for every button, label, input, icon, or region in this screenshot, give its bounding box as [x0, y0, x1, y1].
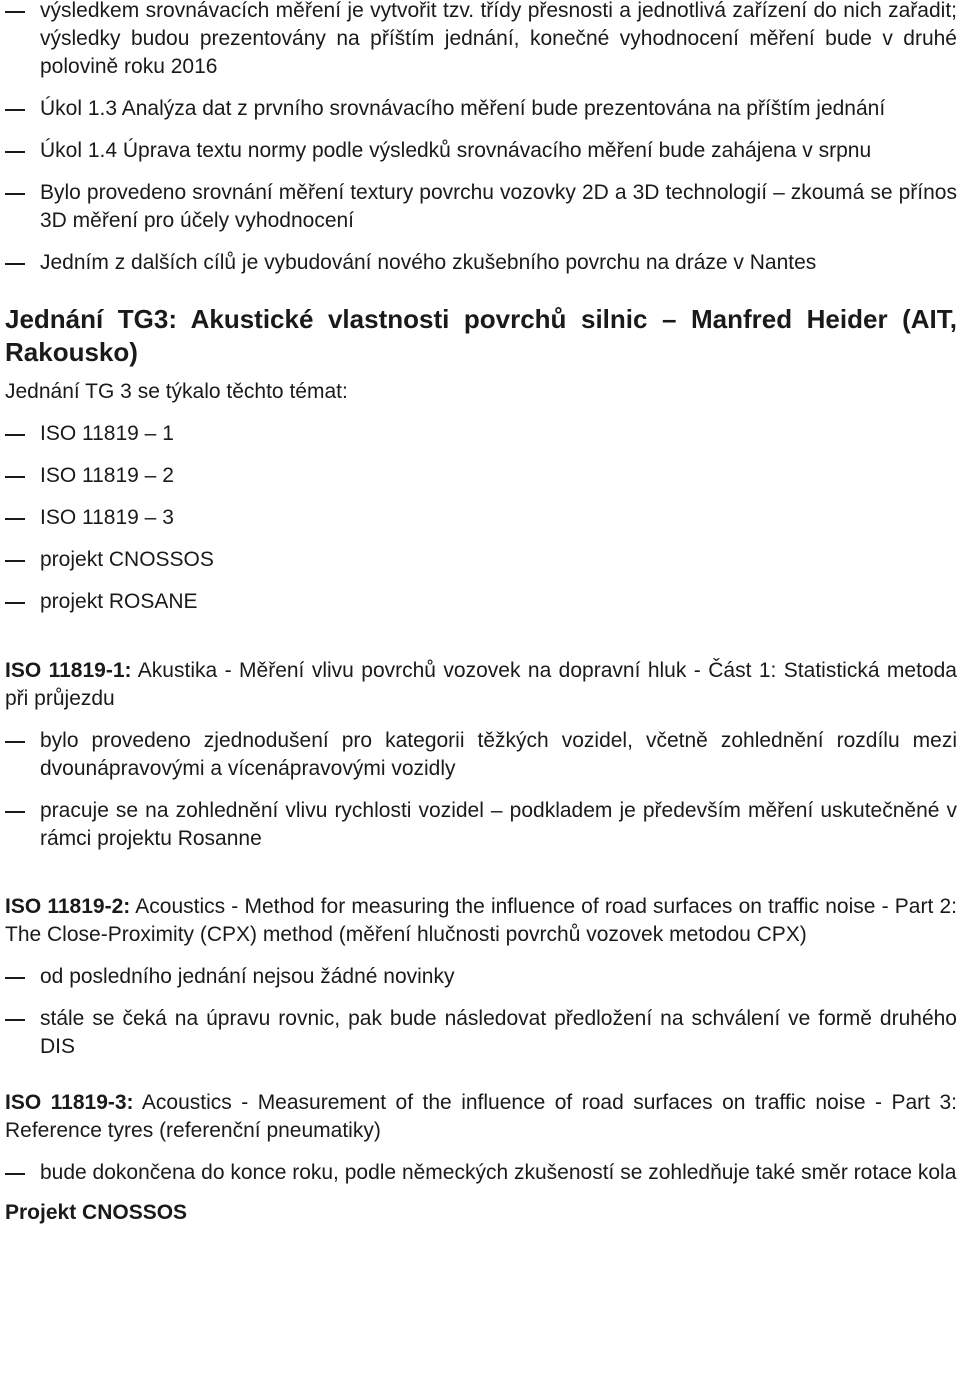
list-item: pracuje se na zohlednění vlivu rychlosti vozidel – podkladem je především měření uskutečněné v rámci projektu Rosanne	[5, 797, 957, 853]
iso-label: ISO 11819-2:	[5, 895, 131, 918]
iso-label: ISO 11819-3:	[5, 1091, 134, 1114]
list-item: od posledního jednání nejsou žádné novinky	[5, 963, 957, 991]
iso-11819-1-title	[5, 657, 957, 713]
list-item: bude dokončena do konce roku, podle německých zkušeností se zohledňuje také směr rotace kola	[5, 1159, 957, 1187]
topic-item: projekt ROSANE	[5, 588, 957, 616]
iso-11819-3-title	[5, 1089, 957, 1145]
list-item: Úkol 1.4 Úprava textu normy podle výsledků srovnávacího měření bude zahájena v srpnu	[5, 137, 957, 165]
list-item: bylo provedeno zjednodušení pro kategorii těžkých vozidel, včetně zohlednění rozdílu mezi dvounápravovými a vícenápravovými vozidly	[5, 727, 957, 783]
topic-item: ISO 11819 – 1	[5, 420, 957, 448]
list-item: Bylo provedeno srovnání měření textury povrchu vozovky 2D a 3D technologií – zkoumá se přínos 3D měření pro účely vyhodnocení	[5, 179, 957, 235]
iso-label: ISO 11819-1:	[5, 659, 132, 682]
list-item: výsledkem srovnávacích měření je vytvořit tzv. třídy přesnosti a jednotlivá zařízení do nich zařadit; výsledky budou prezentovány na příštím jednání, konečné vyhodnocení měření bude v druhé polovině roku 2016	[5, 0, 957, 81]
list-item: stále se čeká na úpravu rovnic, pak bude následovat předložení na schválení ve formě druhého DIS	[5, 1005, 957, 1061]
cnossos-heading-text: Projekt CNOSSOS	[5, 1201, 188, 1224]
document-page	[5, 0, 957, 1227]
topic-item: ISO 11819 – 3	[5, 504, 957, 532]
section-heading-cnossos	[5, 1199, 957, 1227]
topic-item: ISO 11819 – 2	[5, 462, 957, 490]
list-item: Úkol 1.3 Analýza dat z prvního srovnávacího měření bude prezentována na příštím jednání	[5, 95, 957, 123]
iso-title-text: Akustika - Měření vlivu povrchů vozovek na dopravní hluk - Část 1: Statistická metoda při průjezdu	[5, 659, 957, 710]
iso-11819-2-title	[5, 893, 957, 949]
iso-title-text: Acoustics - Method for measuring the influence of road surfaces on traffic noise - Part 2: The Close-Proximity (CPX) method (měření hlučnosti povrchů vozovek metodou CPX)	[5, 895, 957, 946]
topic-item: projekt CNOSSOS	[5, 546, 957, 574]
tg3-intro: Jednání TG 3 se týkalo těchto témat:	[5, 380, 348, 403]
section-heading-tg3: Jednání TG3: Akustické vlastnosti povrchů silnic – Manfred Heider (AIT, Rakousko)	[5, 304, 957, 367]
iso-title-text: Acoustics - Measurement of the influence of road surfaces on traffic noise - Part 3: Reference tyres (referenční pneumatiky)	[5, 1091, 957, 1142]
list-item: Jedním z dalších cílů je vybudování nového zkušebního povrchu na dráze v Nantes	[5, 249, 957, 277]
